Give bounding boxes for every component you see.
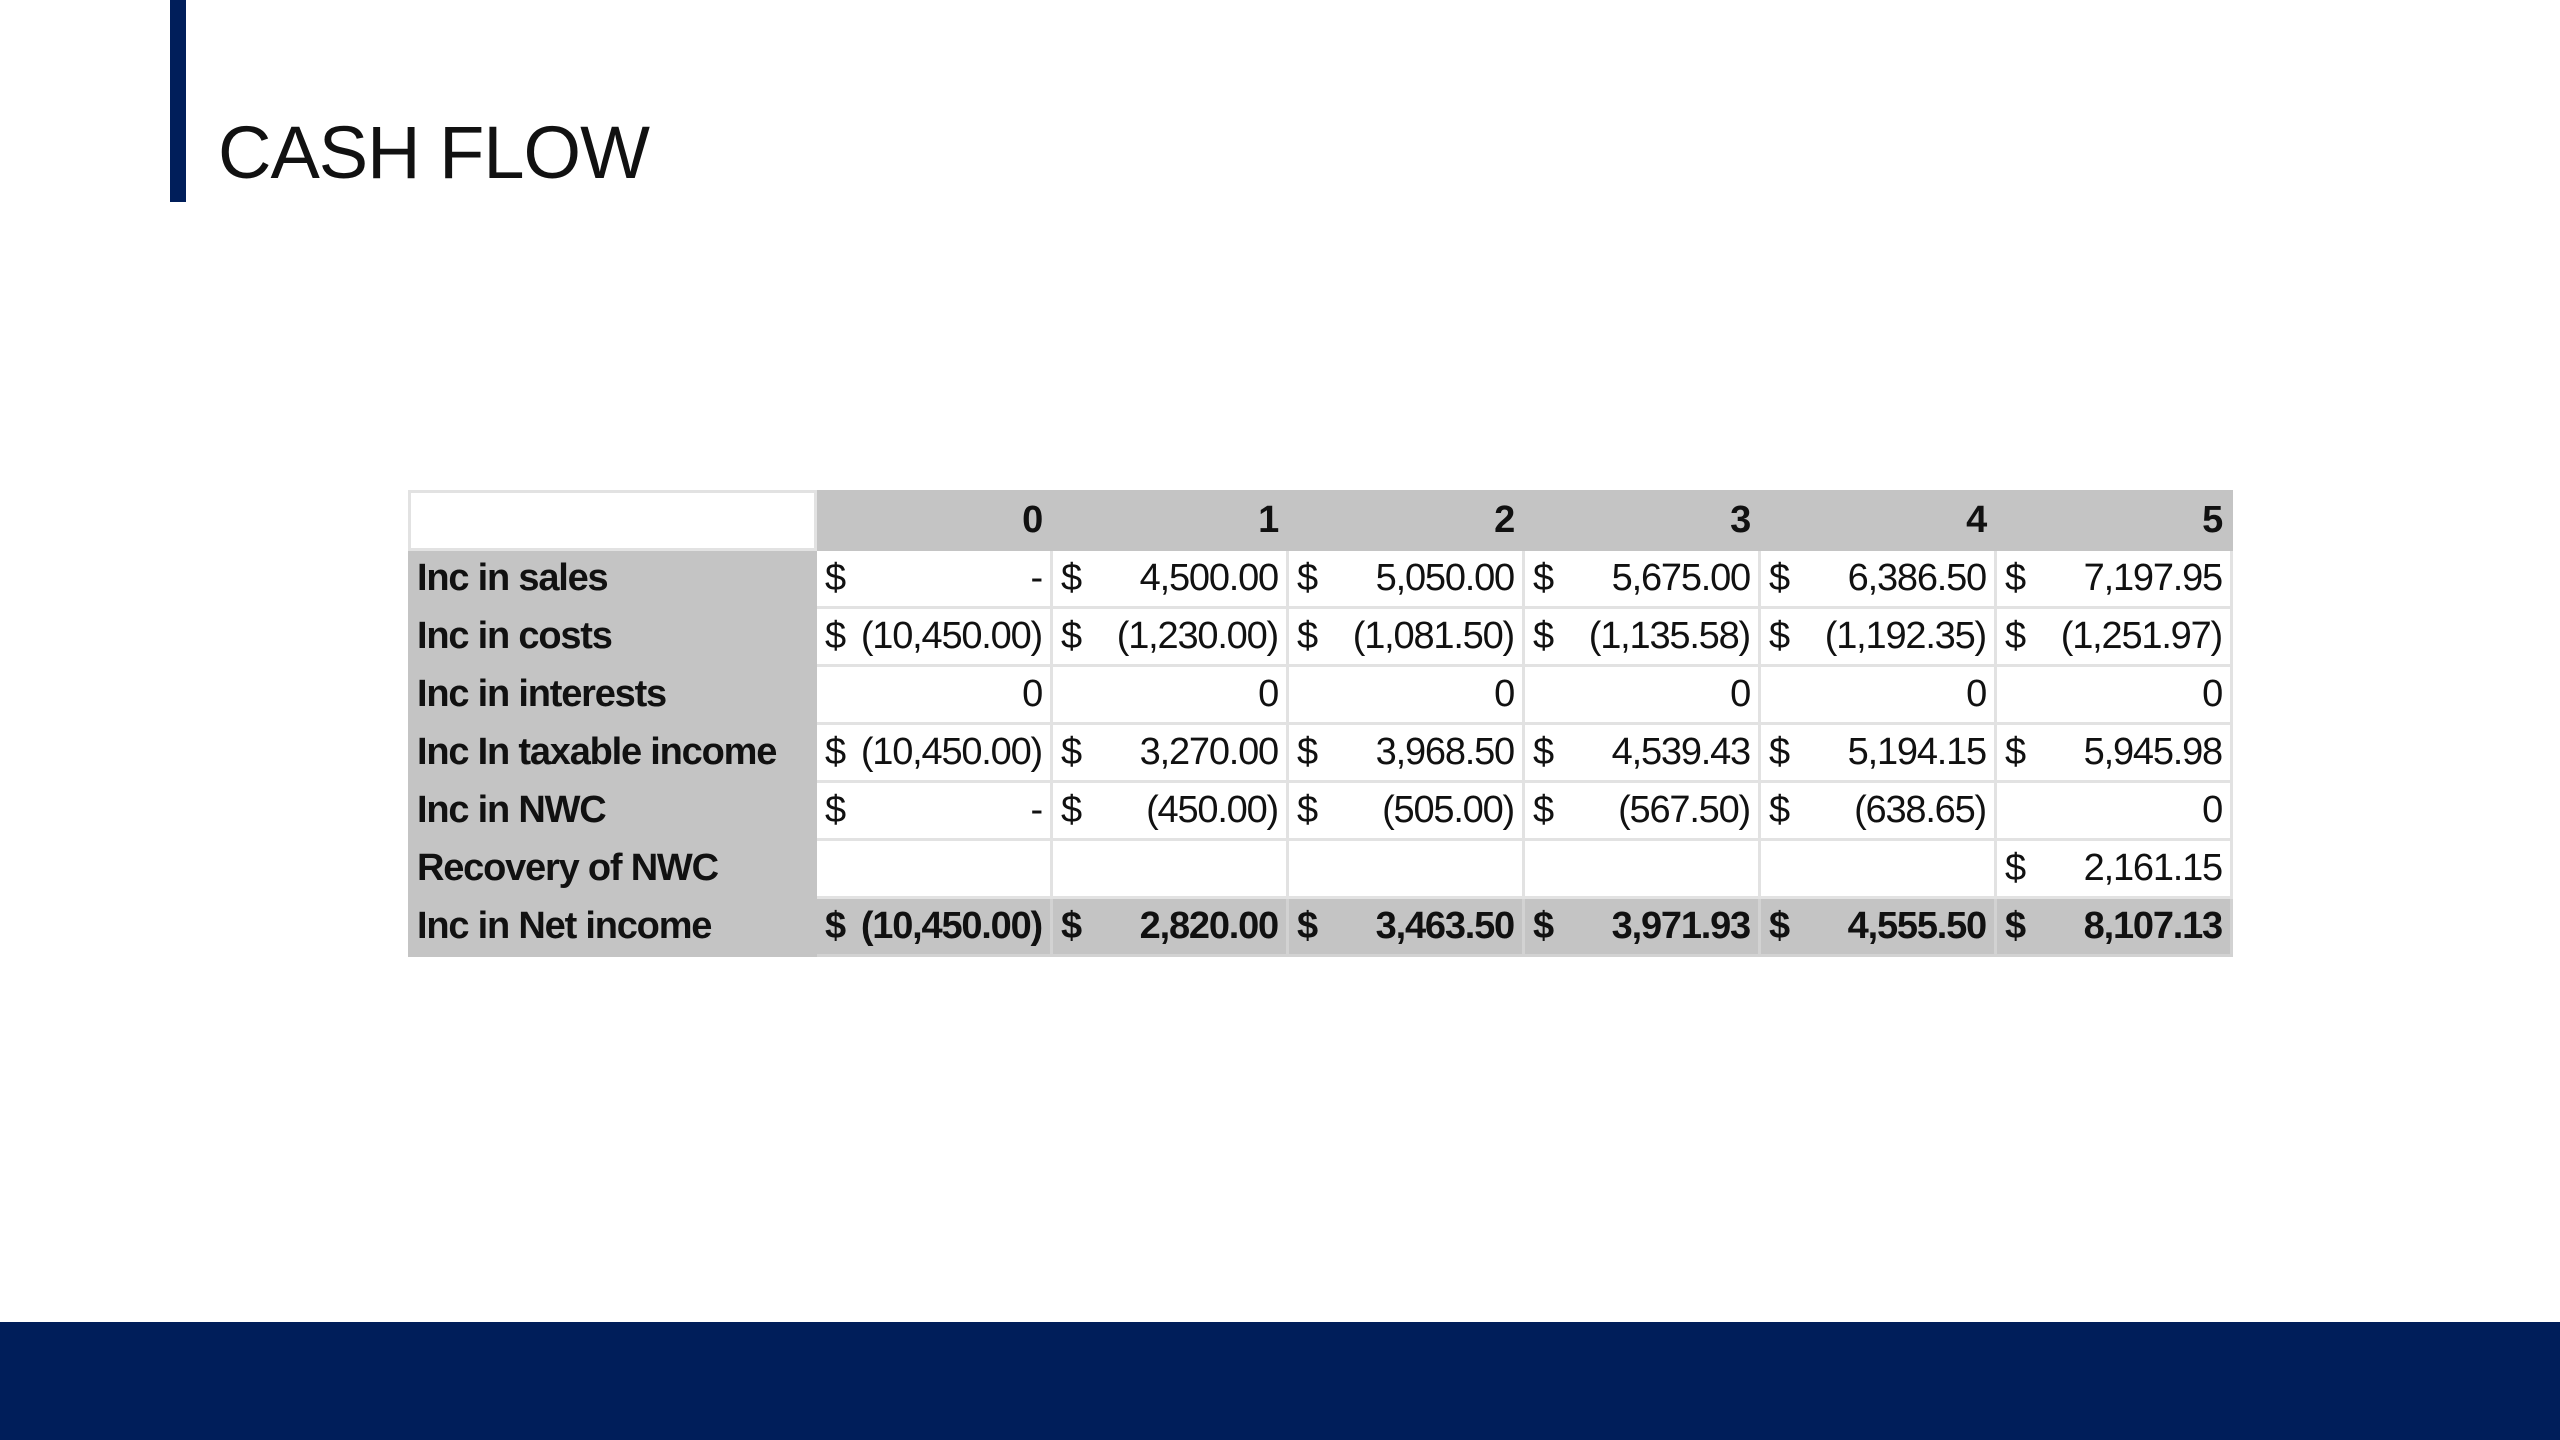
accounting-value [1061, 905, 1278, 948]
accounting-value [1297, 905, 1514, 948]
table-cell [816, 550, 1052, 608]
accounting-value [1769, 789, 1986, 832]
accounting-value [2005, 557, 2222, 600]
table-corner-cell [410, 492, 816, 550]
table-row [410, 608, 2232, 666]
table-cell [1288, 782, 1524, 840]
currency-symbol: $ [1061, 615, 1081, 657]
table-cell [1052, 840, 1288, 898]
accounting-value [1769, 905, 1986, 948]
table-body [410, 550, 2232, 956]
amount: 7,197.95 [2083, 557, 2222, 599]
currency-symbol: $ [1297, 731, 1317, 773]
table-cell [1760, 840, 1996, 898]
amount: (1,135.58) [1588, 615, 1750, 657]
title-accent-bar [170, 0, 186, 202]
accounting-value [2005, 905, 2222, 948]
row-label: Recovery of NWC [410, 840, 816, 898]
accounting-value [1297, 789, 1514, 832]
table-row [410, 666, 2232, 724]
slide-title: CASH FLOW [218, 111, 649, 194]
amount: (10,450.00) [860, 905, 1042, 947]
amount: 3,971.93 [1611, 905, 1750, 947]
amount: 0 [1258, 673, 1278, 715]
currency-symbol: $ [1297, 557, 1317, 599]
accounting-value [1297, 615, 1514, 658]
accounting-value [1061, 731, 1278, 774]
table-cell [1996, 666, 2232, 724]
column-header-year: 1 [1052, 492, 1288, 550]
amount: 4,539.43 [1611, 731, 1750, 773]
currency-symbol: $ [1769, 905, 1789, 947]
amount: 5,050.00 [1375, 557, 1514, 599]
table-row [410, 550, 2232, 608]
accounting-value [1533, 789, 1750, 832]
table-cell [1524, 898, 1760, 956]
accounting-value [825, 731, 1042, 774]
table-cell [1288, 550, 1524, 608]
table-cell [1052, 782, 1288, 840]
table-row [410, 840, 2232, 898]
table-cell [1288, 608, 1524, 666]
table-cell [1052, 608, 1288, 666]
table-cell [1288, 666, 1524, 724]
table-cell [1524, 840, 1760, 898]
table-cell [1760, 782, 1996, 840]
table-cell [1996, 898, 2232, 956]
amount: (1,081.50) [1352, 615, 1514, 657]
accounting-value [1061, 615, 1278, 658]
table-cell [816, 608, 1052, 666]
amount: (10,450.00) [860, 615, 1042, 657]
accounting-value [1533, 615, 1750, 658]
amount: 0 [1966, 673, 1986, 715]
row-label: Inc in sales [410, 550, 816, 608]
table-cell [1760, 724, 1996, 782]
row-label: Inc In taxable income [410, 724, 816, 782]
row-label: Inc in Net income [410, 898, 816, 956]
currency-symbol: $ [1297, 905, 1317, 947]
table-cell [1996, 840, 2232, 898]
table-cell [1052, 898, 1288, 956]
currency-symbol: $ [1061, 731, 1081, 773]
table-cell [1760, 666, 1996, 724]
currency-symbol: $ [1769, 557, 1789, 599]
amount: (1,251.97) [2060, 615, 2222, 657]
currency-symbol: $ [1297, 789, 1317, 831]
table-cell [1524, 550, 1760, 608]
accounting-value [1533, 905, 1750, 948]
amount: 3,968.50 [1375, 731, 1514, 773]
table-cell [816, 666, 1052, 724]
accounting-value [1297, 557, 1514, 600]
currency-symbol: $ [825, 905, 845, 947]
accounting-value [2005, 615, 2222, 658]
amount: (505.00) [1382, 789, 1514, 831]
currency-symbol: $ [1533, 557, 1553, 599]
currency-symbol: $ [825, 615, 845, 657]
currency-symbol: $ [2005, 847, 2025, 889]
accounting-value [2005, 731, 2222, 774]
table-cell [816, 898, 1052, 956]
table-cell [1996, 782, 2232, 840]
amount: 4,500.00 [1139, 557, 1278, 599]
currency-symbol: $ [1769, 789, 1789, 831]
accounting-value [1769, 615, 1986, 658]
amount: 5,194.15 [1847, 731, 1986, 773]
accounting-value [1061, 789, 1278, 832]
amount: (1,192.35) [1824, 615, 1986, 657]
amount: 8,107.13 [2083, 905, 2222, 947]
column-header-year: 4 [1760, 492, 1996, 550]
footer-band [0, 1322, 2560, 1440]
amount: 0 [1730, 673, 1750, 715]
currency-symbol: $ [1297, 615, 1317, 657]
amount: (10,450.00) [860, 731, 1042, 773]
table-cell [816, 724, 1052, 782]
table-cell [1996, 724, 2232, 782]
accounting-value [1061, 557, 1278, 600]
row-label: Inc in NWC [410, 782, 816, 840]
amount: - [1030, 557, 1042, 599]
row-label: Inc in costs [410, 608, 816, 666]
table-header-row [410, 492, 2232, 550]
table-cell [1760, 898, 1996, 956]
amount: 0 [1494, 673, 1514, 715]
column-header-year: 0 [816, 492, 1052, 550]
table-cell [1288, 898, 1524, 956]
column-header-year: 2 [1288, 492, 1524, 550]
table-cell [1288, 724, 1524, 782]
currency-symbol: $ [825, 557, 845, 599]
table-cell [1760, 608, 1996, 666]
table-cell [1288, 840, 1524, 898]
currency-symbol: $ [1533, 731, 1553, 773]
amount: 3,270.00 [1139, 731, 1278, 773]
amount: 0 [2202, 789, 2222, 831]
currency-symbol: $ [2005, 731, 2025, 773]
table-row [410, 724, 2232, 782]
amount: 3,463.50 [1375, 905, 1514, 947]
currency-symbol: $ [1769, 731, 1789, 773]
cash-flow-table-container [408, 490, 2232, 957]
table-cell [1524, 724, 1760, 782]
currency-symbol: $ [1769, 615, 1789, 657]
accounting-value [1533, 731, 1750, 774]
amount: (450.00) [1146, 789, 1278, 831]
amount: 6,386.50 [1847, 557, 1986, 599]
accounting-value [1769, 731, 1986, 774]
amount: (567.50) [1618, 789, 1750, 831]
table-cell [1996, 608, 2232, 666]
amount: 0 [2202, 673, 2222, 715]
accounting-value [1769, 557, 1986, 600]
table-cell [1524, 666, 1760, 724]
accounting-value [1533, 557, 1750, 600]
table-cell [1524, 782, 1760, 840]
table-cell [816, 782, 1052, 840]
table-row [410, 898, 2232, 956]
amount: 2,161.15 [2083, 847, 2222, 889]
currency-symbol: $ [1533, 789, 1553, 831]
table-row [410, 782, 2232, 840]
accounting-value [825, 615, 1042, 658]
column-header-year: 3 [1524, 492, 1760, 550]
currency-symbol: $ [1533, 615, 1553, 657]
amount: 0 [1022, 673, 1042, 715]
currency-symbol: $ [825, 789, 845, 831]
accounting-value [2005, 847, 2222, 890]
amount: (638.65) [1854, 789, 1986, 831]
column-header-year: 5 [1996, 492, 2232, 550]
amount: (1,230.00) [1116, 615, 1278, 657]
currency-symbol: $ [2005, 905, 2025, 947]
amount: 5,675.00 [1611, 557, 1750, 599]
amount: 2,820.00 [1139, 905, 1278, 947]
currency-symbol: $ [1061, 789, 1081, 831]
amount: - [1030, 789, 1042, 831]
table-cell [1760, 550, 1996, 608]
currency-symbol: $ [825, 731, 845, 773]
accounting-value [825, 789, 1042, 832]
table-cell [816, 840, 1052, 898]
table-cell [1524, 608, 1760, 666]
currency-symbol: $ [1061, 557, 1081, 599]
amount: 4,555.50 [1847, 905, 1986, 947]
table-cell [1996, 550, 2232, 608]
accounting-value [825, 557, 1042, 600]
accounting-value [1297, 731, 1514, 774]
accounting-value [825, 905, 1042, 948]
table-cell [1052, 724, 1288, 782]
currency-symbol: $ [1061, 905, 1081, 947]
table-cell [1052, 550, 1288, 608]
cash-flow-table [408, 490, 2233, 957]
currency-symbol: $ [2005, 557, 2025, 599]
amount: 5,945.98 [2083, 731, 2222, 773]
table-cell [1052, 666, 1288, 724]
currency-symbol: $ [1533, 905, 1553, 947]
row-label: Inc in interests [410, 666, 816, 724]
currency-symbol: $ [2005, 615, 2025, 657]
